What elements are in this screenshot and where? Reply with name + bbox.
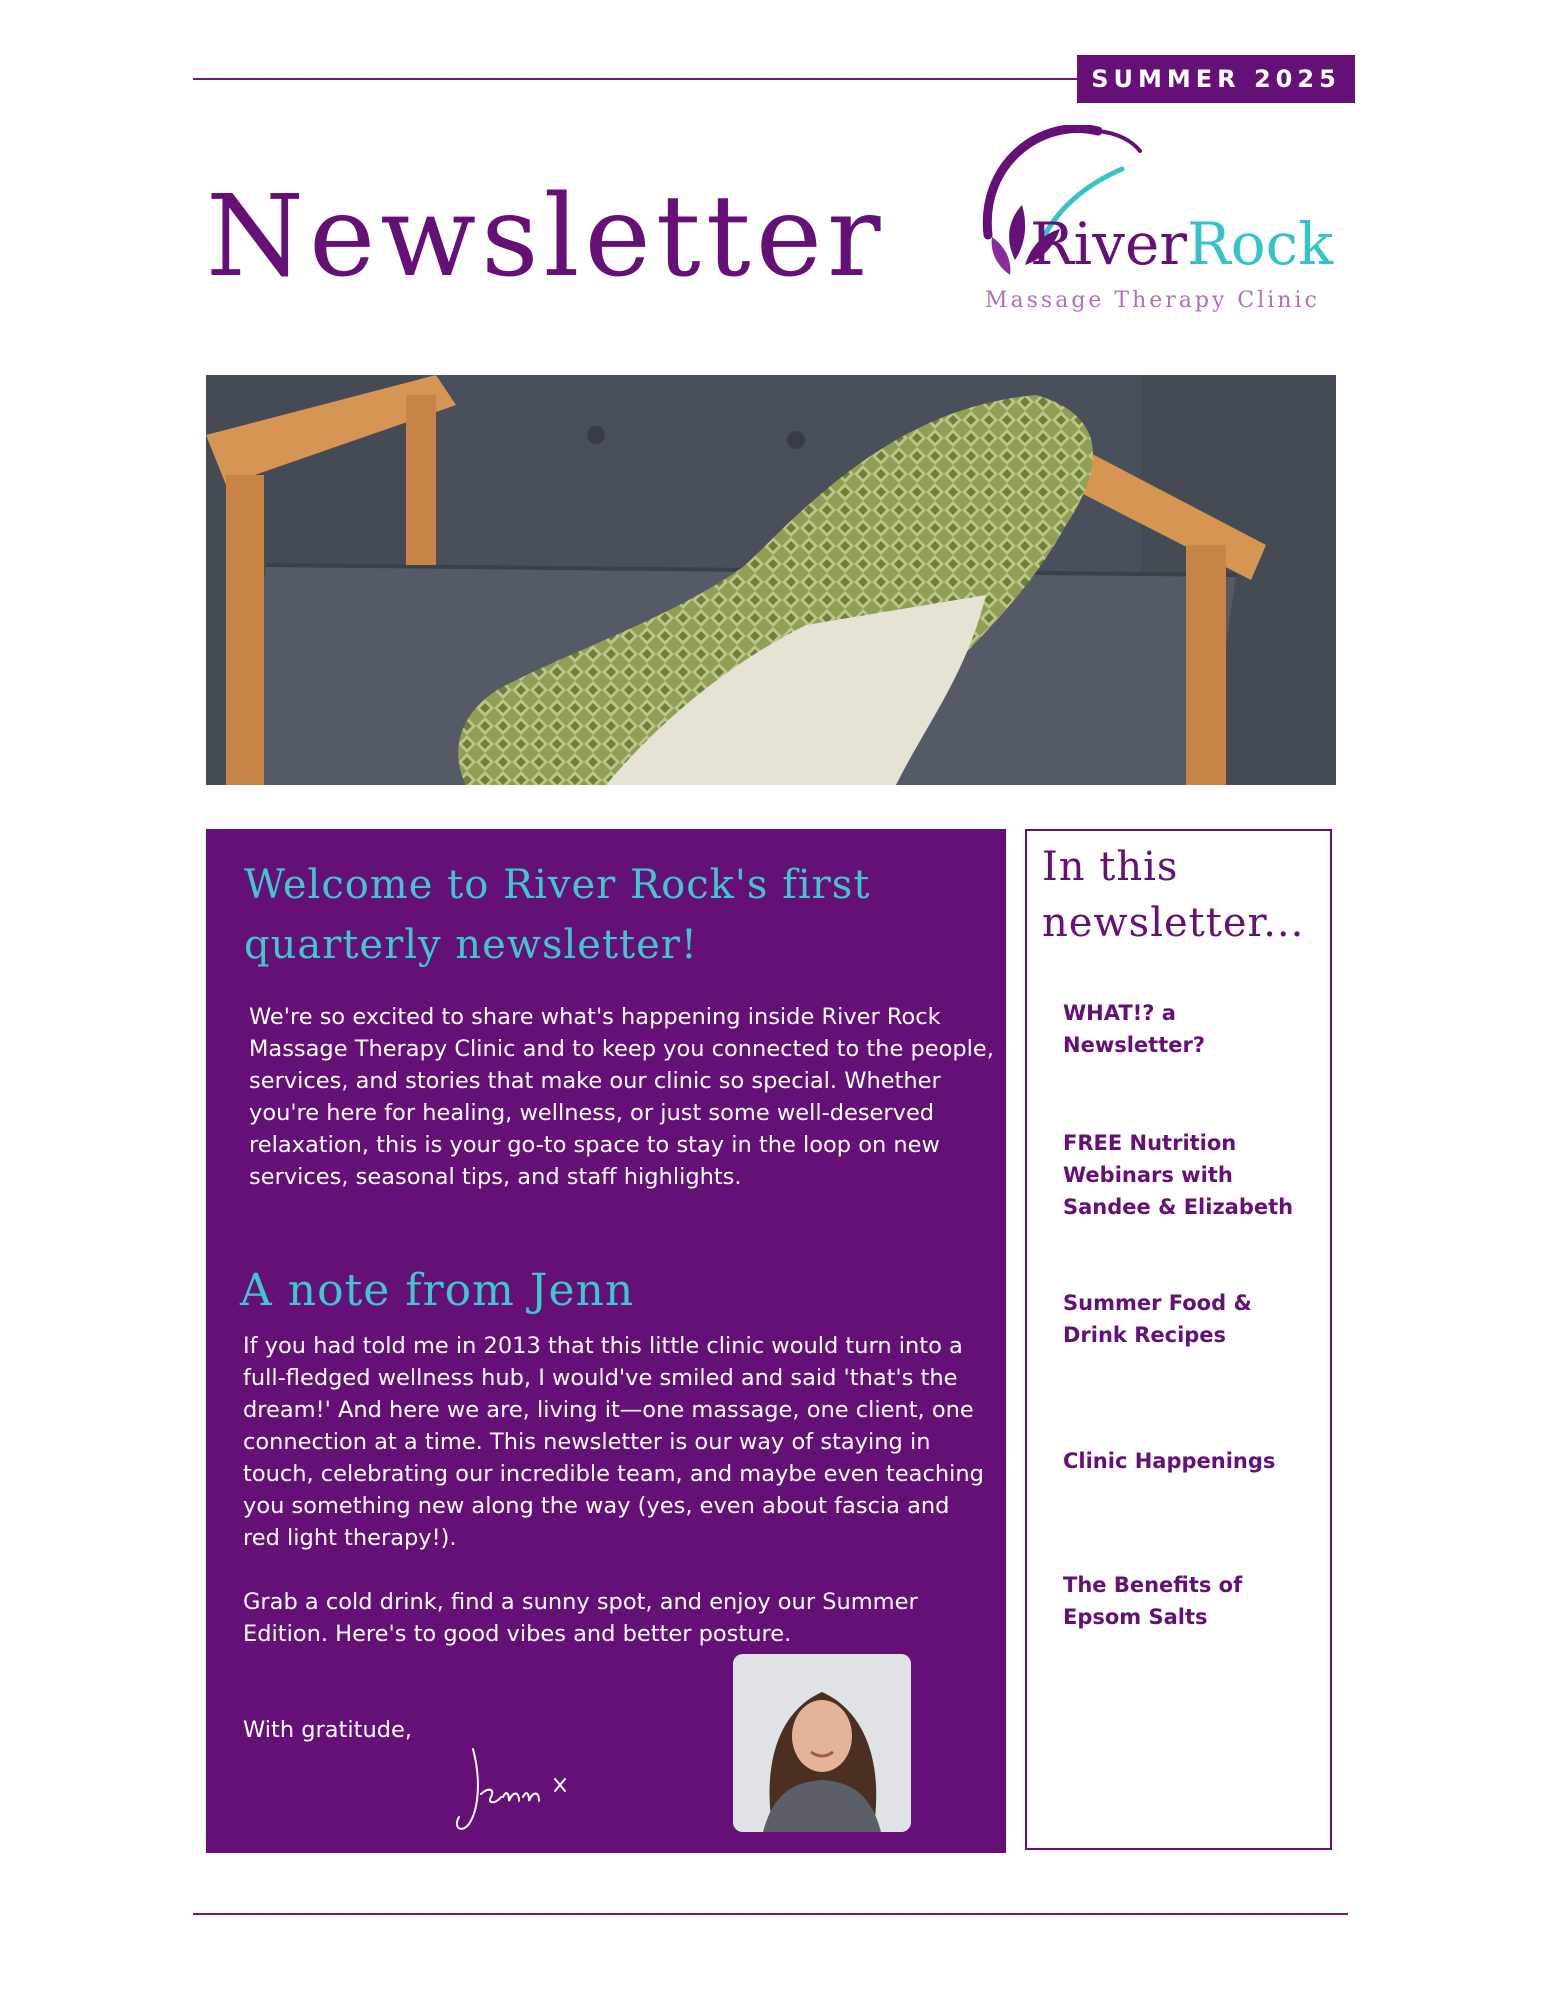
page-title: Newsletter: [206, 172, 886, 302]
toc-item-nutrition-webinars[interactable]: FREE Nutrition Webinars with Sandee & Elizabeth: [1063, 1131, 1294, 1219]
toc-heading: In this newsletter...: [1042, 844, 1305, 946]
toc-sidebar: [1025, 829, 1332, 1850]
welcome-heading: Welcome to River Rock's first quarterly newsletter!: [244, 862, 871, 968]
hero-photo: [206, 375, 1336, 785]
logo-tagline: Massage Therapy Clinic: [985, 288, 1320, 313]
welcome-panel: [206, 829, 1006, 1853]
toc-item-epsom-salts[interactable]: The Benefits of Epsom Salts: [1063, 1573, 1243, 1629]
bottom-divider: [193, 1913, 1348, 1915]
note-paragraph-2: Grab a cold drink, find a sunny spot, and enjoy our Summer Edition. Here's to good vibes and better posture.: [243, 1589, 918, 1647]
closing-text: With gratitude,: [243, 1717, 412, 1743]
toc-item-recipes[interactable]: Summer Food & Drink Recipes: [1063, 1291, 1252, 1347]
note-heading: A note from Jenn: [240, 1265, 635, 1316]
logo-wordmark: [1030, 210, 1333, 278]
top-divider: [193, 78, 1085, 80]
jenn-portrait: [733, 1654, 911, 1832]
welcome-body: We're so excited to share what's happening inside River Rock Massage Therapy Clinic and to keep you connected to the people, services, and stories that make our clinic so special. Whether you're here for healing, wellness, or just some well-deserved relaxation, this is your go-to space to stay in the loop on new services, seasonal tips, and staff highlights.: [249, 1004, 994, 1190]
logo-word-river: River: [1030, 210, 1188, 278]
clinic-logo: [970, 125, 1334, 320]
note-paragraph-1: If you had told me in 2013 that this little clinic would turn into a full-fledged wellness hub, I would've smiled and said 'that's the dream!' And here we are, living it—one massage, one client, one connection at a time. This newsletter is our way of staying in touch, celebrating our incredible team, and maybe even teaching you something new along the way (yes, even about fascia and red light therapy!).: [243, 1333, 984, 1551]
logo-word-rock: Rock: [1187, 210, 1334, 278]
toc-item-newsletter[interactable]: WHAT!? a Newsletter?: [1063, 1001, 1206, 1057]
signature-image: [451, 1739, 591, 1839]
season-badge: SUMMER 2025: [1077, 55, 1355, 103]
toc-item-clinic-happenings[interactable]: Clinic Happenings: [1063, 1449, 1276, 1473]
